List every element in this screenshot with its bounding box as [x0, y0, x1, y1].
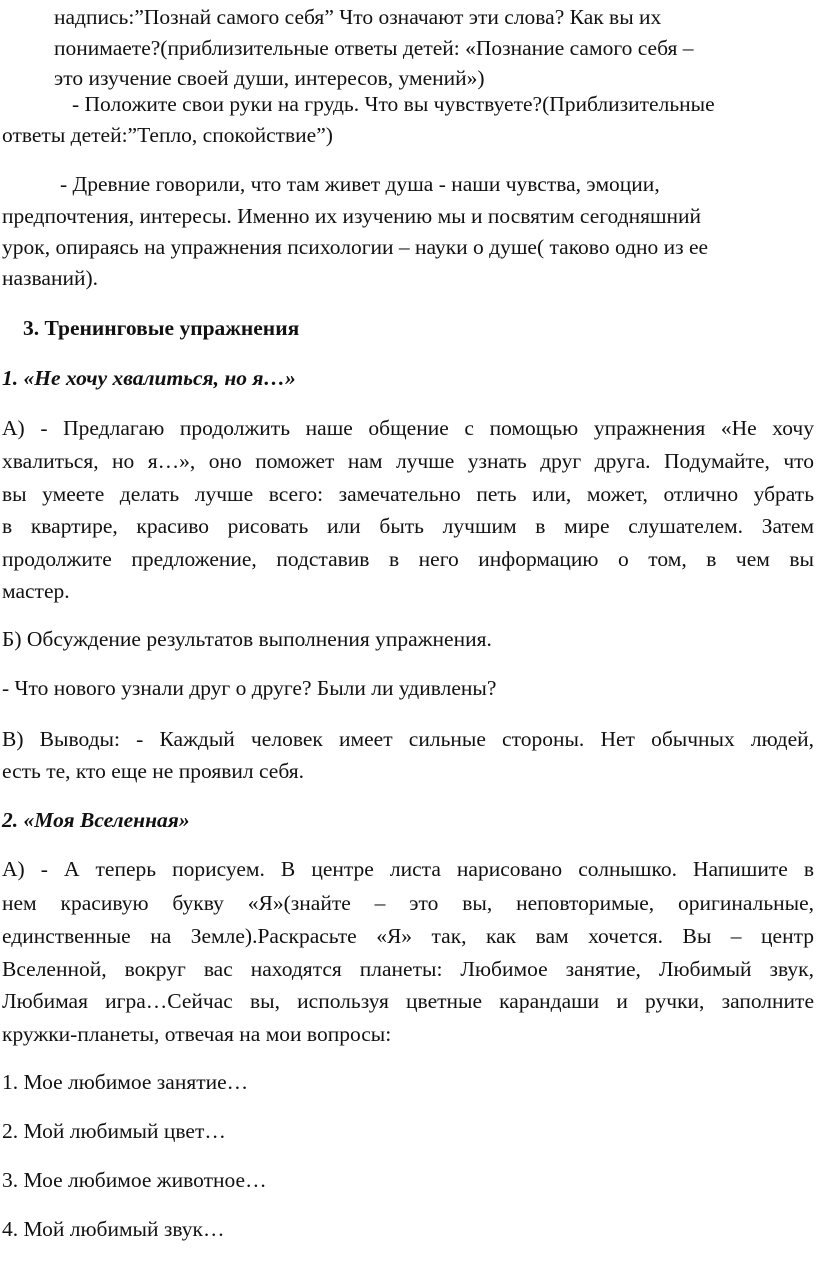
exercise-2-a-line-1: А) - А теперь порисуем. В центре листа нарисовано солнышко. Напишите в — [2, 857, 814, 881]
exercise-1-part-b: Б) Обсуждение результатов выполнения упражнения. — [2, 627, 492, 651]
ancients-line-3: урок, опираясь на упражнения психологии – науки о душе( таково одно из ее — [2, 235, 709, 259]
hands-prompt-line-1: - Положите свои руки на грудь. Что вы чувствуете?(Приблизительные — [72, 92, 715, 116]
intro-quote-line-3: это изучение своей души, интересов, умений») — [54, 66, 485, 90]
exercise-2-a-line-3: единственные на Земле).Раскрасьте «Я» так, как вам хочется. Вы – центр — [2, 924, 814, 948]
exercise-2-a-line-2: нем красивую букву «Я»(знайте – это вы, неповторимые, оригинальные, — [2, 891, 814, 915]
exercise-1-a-line-2: хвалиться, но я…», оно поможет нам лучше узнать друг друга. Подумайте, что — [2, 449, 814, 473]
exercise-2-a-line-6: кружки-планеты, отвечая на мои вопросы: — [2, 1022, 392, 1046]
ancients-line-4: названий). — [2, 266, 99, 290]
exercise-1-c-line-2: есть те, кто еще не проявил себя. — [2, 759, 304, 783]
exercise-1-question: - Что нового узнали друг о друге? Были ли удивлены? — [2, 676, 497, 700]
exercise-1-a-line-4: в квартире, красиво рисовать или быть лучшим в мире слушателем. Затем — [2, 514, 814, 538]
exercise-2-a-line-4: Вселенной, вокруг вас находятся планеты: Любимое занятие, Любимый звук, — [2, 957, 814, 981]
exercise-1-a-line-3: вы умеете делать лучше всего: замечательно петь или, может, отлично убрать — [2, 482, 814, 506]
exercise-2-question-3: 3. Мое любимое животное… — [2, 1168, 267, 1192]
exercise-2-title: 2. «Моя Вселенная» — [2, 808, 190, 832]
intro-quote-line-2: понимаете?(приблизительные ответы детей: «Познание самого себя – — [54, 36, 694, 60]
exercise-2-question-4: 4. Мой любимый звук… — [2, 1217, 225, 1241]
exercise-2-a-line-5: Любимая игра…Сейчас вы, используя цветные карандаши и ручки, заполните — [2, 989, 814, 1013]
exercise-2-question-1: 1. Мое любимое занятие… — [2, 1070, 249, 1094]
exercise-1-a-line-5: продолжите предложение, подставив в него информацию о том, в чем вы — [2, 547, 814, 571]
section-3-heading: 3. Тренинговые упражнения — [23, 316, 300, 340]
exercise-1-a-line-1: А) - Предлагаю продолжить наше общение с помощью упражнения «Не хочу — [2, 416, 814, 440]
ancients-line-1: - Древние говорили, что там живет душа - наши чувства, эмоции, — [60, 172, 660, 196]
intro-quote-line-1: надпись:”Познай самого себя” Что означают эти слова? Как вы их — [54, 5, 662, 29]
exercise-1-title: 1. «Не хочу хвалиться, но я…» — [2, 366, 296, 390]
exercise-1-c-line-1: В) Выводы: - Каждый человек имеет сильные стороны. Нет обычных людей, — [2, 727, 814, 751]
exercise-1-a-line-6: мастер. — [2, 579, 70, 603]
ancients-line-2: предпочтения, интересы. Именно их изучению мы и посвятим сегодняшний — [2, 204, 702, 228]
exercise-2-question-2: 2. Мой любимый цвет… — [2, 1119, 226, 1143]
hands-prompt-line-2: ответы детей:”Тепло, спокойствие”) — [2, 123, 333, 147]
